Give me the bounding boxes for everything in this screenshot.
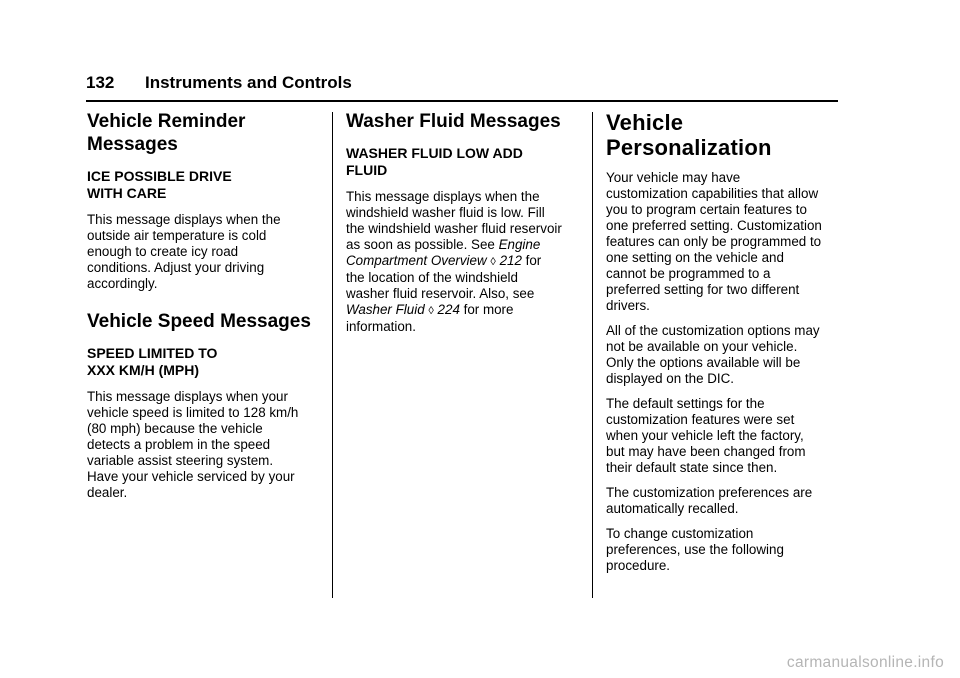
speed-limited-text: This message displays when your vehicle speed is limited to 128 km/h (80 mph) because the vehicle detects a problem in the speed variable assist steering system. Have your vehicle serviced by your dealer. — [87, 389, 299, 500]
page-ref-arrow-icon: ◊ — [490, 256, 496, 268]
vehicle-personalization-heading: Vehicle Personalization — [606, 110, 772, 160]
page-ref-224[interactable]: 224 — [437, 302, 460, 317]
engine-compartment-link[interactable]: Engine — [498, 237, 541, 252]
column-left — [87, 110, 319, 510]
engine-compartment-link[interactable]: Compartment Overview — [346, 253, 487, 268]
personalization-paragraph-3: The default settings for the customization features were set when your vehicle left the factory, but may have been changed from their default state since then. — [606, 396, 806, 475]
speed-limited-subheading: SPEED LIMITED TO XXX KM/H (MPH) — [87, 345, 218, 378]
personalization-paragraph-2: All of the customization options may not be available on your vehicle. Only the options available will be displayed on the DIC. — [606, 323, 820, 386]
ice-possible-subheading: ICE POSSIBLE DRIVE WITH CARE — [87, 168, 232, 201]
column-divider — [592, 112, 593, 598]
section-title: Instruments and Controls — [145, 73, 352, 92]
washer-fluid-link[interactable]: Washer Fluid — [346, 302, 425, 317]
page-ref-212[interactable]: 212 — [499, 253, 522, 268]
vehicle-reminder-heading: Vehicle Reminder Messages — [87, 111, 246, 155]
washer-fluid-heading: Washer Fluid Messages — [346, 111, 561, 132]
vehicle-speed-heading: Vehicle Speed Messages — [87, 311, 311, 332]
column-right — [606, 110, 840, 583]
watermark: carmanualsonline.info — [786, 654, 944, 671]
page-header — [86, 70, 838, 102]
washer-fluid-text: This message displays when the windshield washer fluid is low. Fill the windshield washer fluid reservoir as soon as possible. See Engine Compartment Overview ◊ 212 for the location of the windshield washer fluid reservoir. Also, see Washer Fluid ◊ 224 for more information. — [346, 189, 562, 334]
personalization-paragraph-1: Your vehicle may have customization capabilities that allow you to program certain features to one preferred setting. Customization features can only be programmed to one setting on the vehicle and cannot be programmed to a preferred setting for two different drivers. — [606, 170, 822, 313]
personalization-paragraph-4: The customization preferences are automatically recalled. — [606, 485, 813, 516]
column-divider — [332, 112, 333, 598]
page-number: 132 — [86, 73, 115, 92]
washer-fluid-low-subheading: WASHER FLUID LOW ADD FLUID — [346, 145, 523, 178]
column-middle — [346, 110, 580, 344]
page-ref-arrow-icon: ◊ — [428, 305, 434, 317]
personalization-paragraph-5: To change customization preferences, use the following procedure. — [606, 526, 784, 573]
ice-possible-text: This message displays when the outside air temperature is cold enough to create icy road conditions. Adjust your driving accordingly. — [87, 212, 281, 291]
